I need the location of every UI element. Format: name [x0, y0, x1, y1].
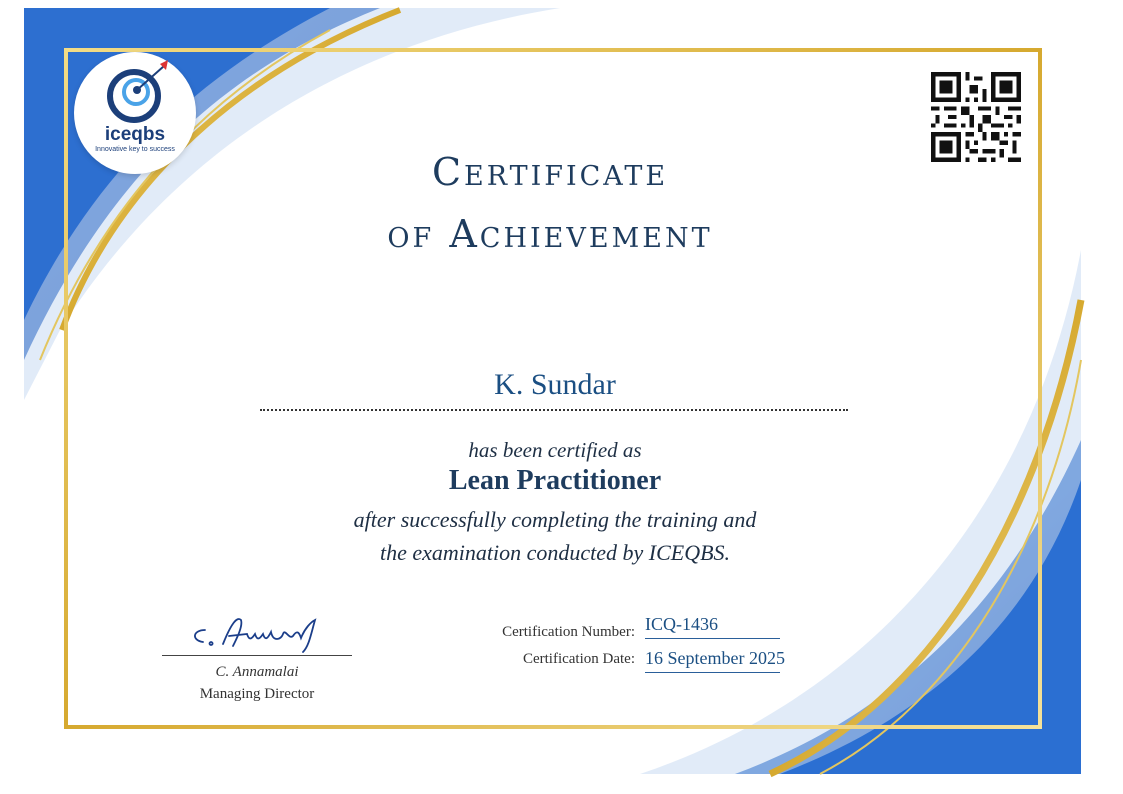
logo-name: iceqbs	[104, 124, 166, 145]
signature	[185, 610, 345, 655]
signatory-name: C. Annamalai	[215, 664, 299, 680]
company-logo	[74, 52, 196, 174]
signatory-role: Managing Director	[199, 686, 315, 702]
certification-date-value: 16 September 2025	[645, 648, 780, 673]
completion-text-line2: the examination conducted by ICEQBS.	[379, 540, 731, 565]
recipient-name: K. Sundar	[494, 368, 616, 401]
certificate-title-line2: of Achievement	[387, 212, 713, 256]
signature-line	[162, 655, 352, 656]
certified-as-text: has been certified as	[468, 438, 642, 462]
certification-date-label: Certification Date:	[522, 651, 635, 667]
certificate-title-line1: Certificate	[431, 150, 669, 194]
logo-tagline: Innovative key to success	[95, 146, 175, 153]
course-title: Lean Practitioner	[448, 465, 662, 496]
qr-code-icon	[931, 72, 1021, 162]
target-dart-icon	[74, 52, 196, 132]
completion-text-line1: after successfully completing the training and	[353, 507, 757, 532]
certification-number-label: Certification Number:	[502, 624, 635, 640]
name-dotted-divider	[260, 409, 848, 411]
certification-number-value: ICQ-1436	[645, 614, 780, 639]
